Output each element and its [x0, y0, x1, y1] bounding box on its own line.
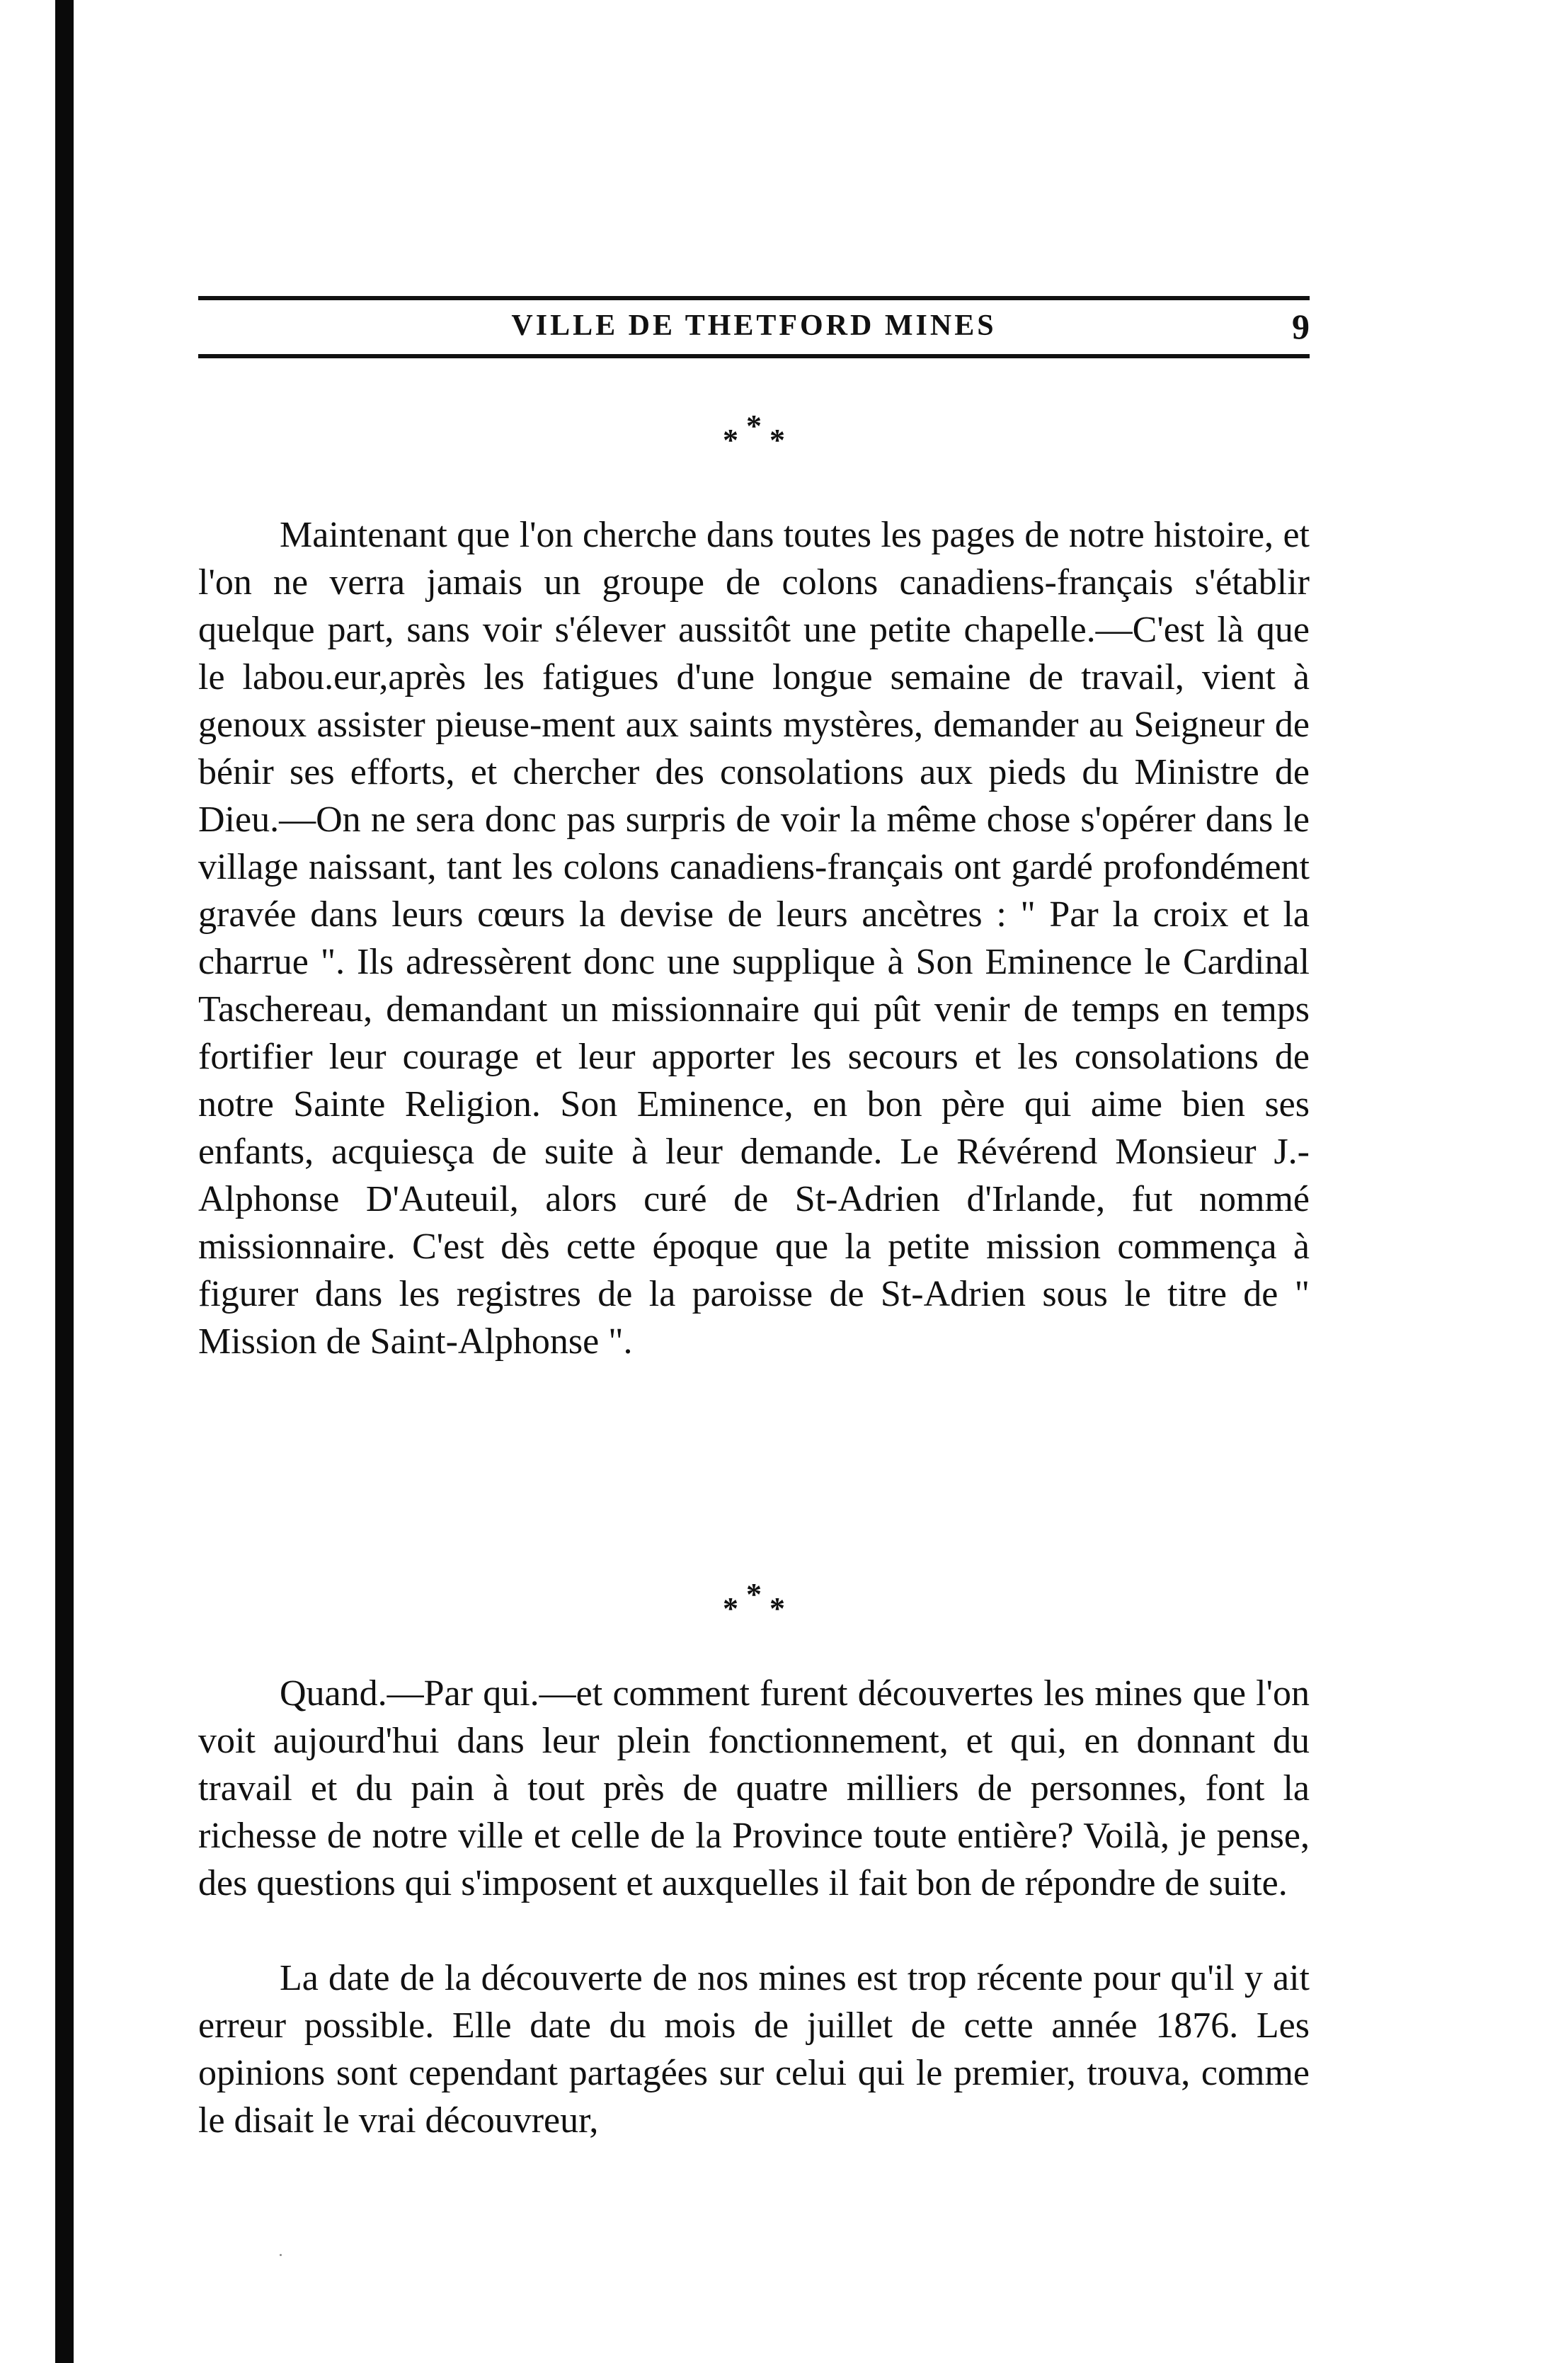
running-head — [198, 303, 1310, 350]
paragraph-discovery-date: La date de la découverte de nos mines est trop récente pour qu'il y ait erreur possible. Elle date du mois de juillet de cette année 1876. Les opinions sont cependant partagées sur celui qui le premier, trouva, comme le disait le vrai découvreur, — [198, 1958, 1310, 2141]
paper-speck — [280, 2254, 282, 2256]
asterisk-right: * — [769, 1591, 785, 1626]
asterisk-right: * — [769, 423, 785, 457]
asterisk-middle: * — [746, 1577, 762, 1612]
binding-edge — [55, 0, 74, 2363]
paragraph-chapel: Maintenant que l'on cherche dans toutes les pages de notre histoire, et l'on ne verra jamais un groupe de colons canadiens-français s'établir quelque part, sans voir s'élever aussitôt une petite chapelle.—C'est là que le labou.eur,après les fatigues d'une longue semaine de travail, vient à genoux assister pieuse-ment aux saints mystères, demander au Seigneur de bénir ses efforts, et chercher des consolations aux pieds du Ministre de Dieu.—On ne sera donc pas surpris de voir la même chose s'opérer dans le village naissant, tant les colons canadiens-français ont gardé profondément gravée dans leurs cœurs la devise de leurs ancètres : " Par la croix et la charrue ". Ils adressèrent donc une supplique à Son Eminence le Cardinal Taschereau, demandant un missionnaire qui pût venir de temps en temps fortifier leur courage et leur apporter les secours et les consolations de notre Sainte Religion. Son Eminence, en bon père qui aime bien ses enfants, acquiesça de suite à leur demande. Le Révérend Monsieur J.-Alphonse D'Auteuil, alors curé de St-Adrien d'Irlande, fut nommé missionnaire. C'est dès cette époque que la petite mission commença à figurer dans les registres de la paroisse de St-Adrien sous le titre de " Mission de Saint-Alphonse ". — [198, 515, 1310, 1362]
paragraph-mines-question: Quand.—Par qui.—et comment furent découvertes les mines que l'on voit aujourd'hui dans leur plein fonctionnement, et qui, en donnant du travail et du pain à tout près de quatre milliers de personnes, font la richesse de notre ville et celle de la Province toute entière? Voilà, je pense, des questions qui s'imposent et auxquelles il fait bon de répondre de suite. — [198, 1673, 1310, 1903]
header-rule-top — [198, 296, 1310, 300]
asterisk-middle: * — [746, 409, 762, 443]
asterism-separator — [198, 409, 1310, 457]
running-title: VILLE DE THETFORD MINES — [511, 309, 997, 342]
asterisk-left: * — [723, 1591, 738, 1626]
asterisk-left: * — [723, 423, 738, 457]
page-number: 9 — [1292, 307, 1310, 346]
header-rule-bottom — [198, 354, 1310, 358]
asterism-separator — [198, 1577, 1310, 1626]
